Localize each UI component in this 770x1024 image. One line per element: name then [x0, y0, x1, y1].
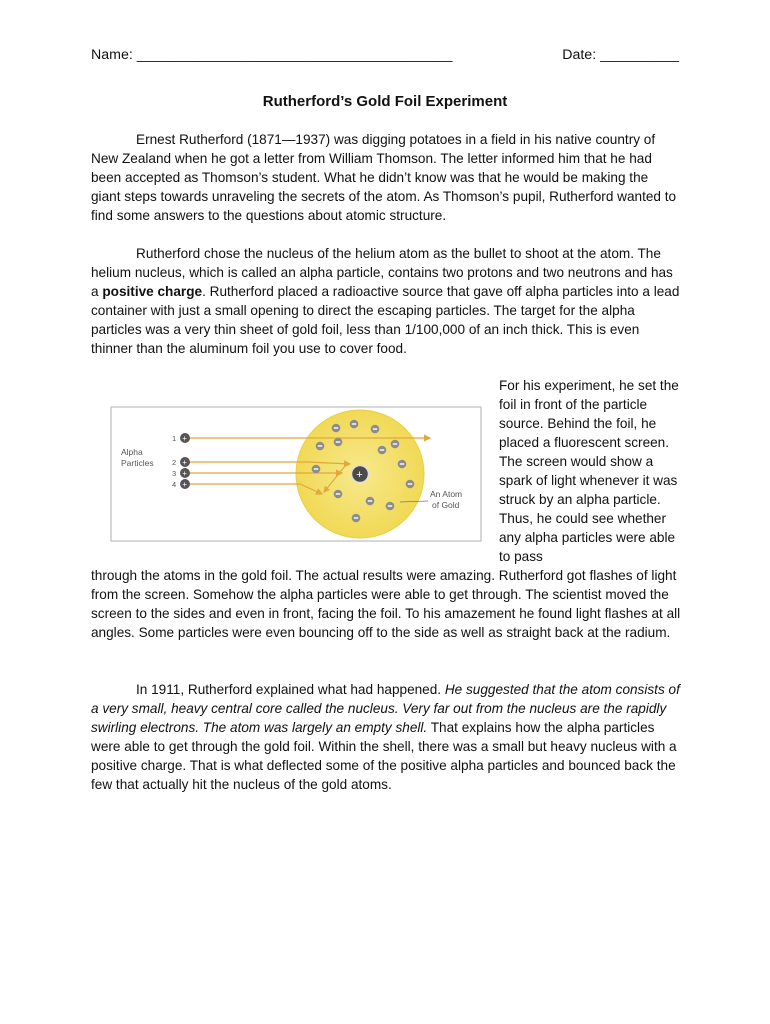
alpha-label-line2: Particles [121, 458, 154, 468]
alpha-plus-3: + [182, 469, 187, 478]
gold-foil-diagram [110, 406, 482, 542]
paragraph-3-side: For his experiment, he set the foil in front of the particle source. Behind the foil, he placed a fluorescent screen. The screen would show a spark of light whenever it was struck by an alpha particle. Thus, he could see whether any alpha particles were able to pass [499, 378, 679, 564]
particle-number-1: 1 [172, 434, 177, 443]
alpha-plus-1: + [182, 434, 187, 443]
paragraph-3-continued: through the atoms in the gold foil. The actual results were amazing. Rutherford got flashes of light from the screen. Somehow the alpha particles were able to get through. The scientist moved the screen to the sides and even in front, facing the foil. To his amazement he found light flashes at all angles. Some particles were even bouncing off to the side as well as straight back at the radium. [91, 568, 681, 640]
paragraph-1: Ernest Rutherford (1871—1937) was digging potatoes in a field in his native country of New Zealand when he got a letter from William Thomson. The letter informed him that he had been accepted as Thomson’s student. What he didn’t know was that he would be making the giant steps towards unraveling the secrets of the atom. As Thomson’s pupil, Rutherford wanted to find some answers to the questions about atomic structure. [91, 132, 677, 223]
alpha-particle-4 [180, 479, 190, 489]
date-field: Date: __________ [562, 47, 679, 63]
atom-label-line2: of Gold [432, 500, 460, 510]
page-title: Rutherford’s Gold Foil Experiment [262, 93, 508, 110]
nucleus-plus: + [356, 469, 363, 481]
header [91, 47, 679, 69]
alpha-plus-2: + [182, 458, 187, 467]
paragraph-2-bold: positive charge [102, 284, 203, 299]
alpha-label-line1: Alpha [121, 447, 143, 457]
particle-number-4: 4 [172, 480, 177, 489]
paragraph-2-text-a: Rutherford chose the nucleus of the helium atom as the bullet to shoot at the atom. The helium nucleus, which is called an alpha particle, contains two protons and two neutrons and has a [91, 246, 673, 299]
paragraph-2 [91, 244, 681, 358]
alpha-particle-1 [180, 433, 190, 443]
atom-label-line1: An Atom [430, 489, 463, 499]
alpha-plus-4: + [182, 480, 187, 489]
paragraph-4-italic: He suggested that the atom consists of a very small, heavy central core called the nucleus. Very far out from the nucleus are the rapidly swirling electrons. The atom was largely an empty shell. [91, 682, 680, 735]
alpha-particle-2 [180, 457, 190, 467]
alpha-particle-3 [180, 468, 190, 478]
particle-number-2: 2 [172, 458, 177, 467]
paragraph-4-text-b: That explains how the alpha particles were able to get through the gold foil. Within the shell, there was a small but heavy nucleus with a positive charge. That is what deflected some of the positive alpha particles and bounced back the few that actually hit the nucleus of the gold atoms. [91, 720, 677, 792]
paragraph-4 [91, 680, 681, 794]
diagram-svg [110, 406, 482, 542]
paragraph-4-text-a: In 1911, Rutherford explained what had happened. [136, 682, 445, 697]
name-field: Name: ________________________________________ [91, 47, 453, 63]
particle-number-3: 3 [172, 469, 177, 478]
paragraph-2-text-b: . Rutherford placed a radioactive source that gave off alpha particles into a lead container with just a small opening to direct the escaping particles. The target for the alpha particles was a very thin sheet of gold foil, less than 1/100,000 of an inch thick. This is even thinner than the aluminum foil you use to cover food. [91, 284, 680, 356]
